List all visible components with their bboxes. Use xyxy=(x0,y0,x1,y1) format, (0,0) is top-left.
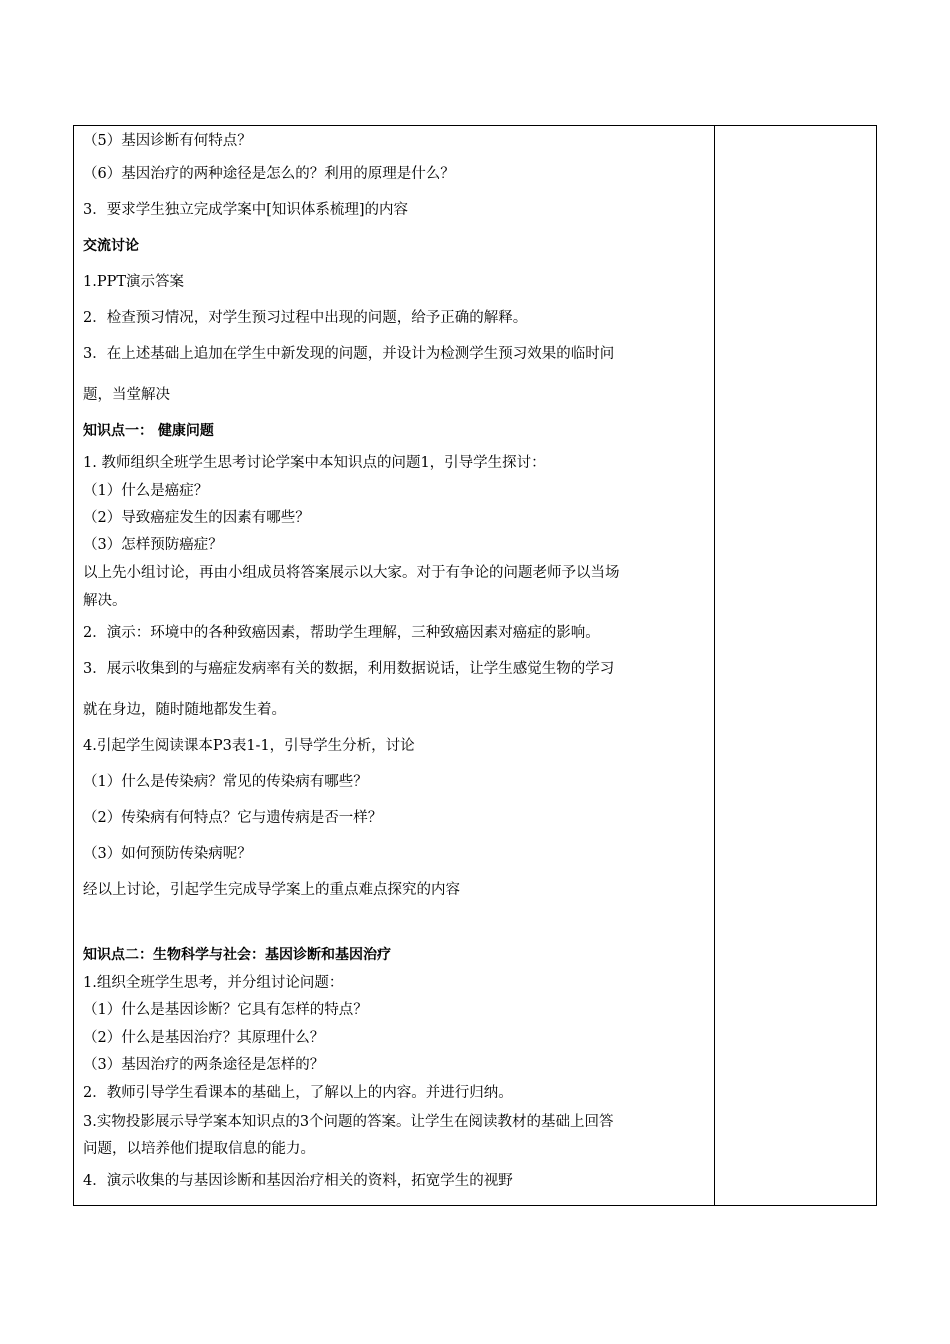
text-line: 3.实物投影展示导学案本知识点的3个问题的答案。让学生在阅读教材的基础上回答 xyxy=(83,1114,614,1130)
text-line: 以上先小组讨论，再由小组成员将答案展示以大家。对于有争论的问题老师予以当场 xyxy=(83,565,620,581)
text-line: 1.组织全班学生思考，并分组讨论问题： xyxy=(83,975,344,991)
text-line: （3）如何预防传染病呢？ xyxy=(83,846,252,862)
section-heading: 知识点二：生物科学与社会：基因诊断和基因治疗 xyxy=(83,947,391,963)
text-line: （1）什么是基因诊断？它具有怎样的特点？ xyxy=(83,1002,368,1018)
text-line: （5）基因诊断有何特点？ xyxy=(83,133,252,149)
lesson-table xyxy=(73,125,877,1206)
text-line: （1）什么是癌症？ xyxy=(83,483,209,499)
text-line: （2）什么是基因治疗？其原理什么？ xyxy=(83,1030,325,1046)
text-line: 1. 教师组织全班学生思考讨论学案中本知识点的问题1，引导学生探讨： xyxy=(83,455,546,471)
text-line: 4.引起学生阅读课本P3表1-1，引导学生分析，讨论 xyxy=(83,738,415,754)
section-heading: 交流讨论 xyxy=(83,238,139,254)
text-line: 就在身边，随时随地都发生着。 xyxy=(83,702,286,718)
text-line: 4．演示收集的与基因诊断和基因治疗相关的资料，拓宽学生的视野 xyxy=(83,1173,513,1189)
text-line: 题，当堂解决 xyxy=(83,387,170,403)
text-line: （2）导致癌症发生的因素有哪些？ xyxy=(83,510,310,526)
text-line: 3．在上述基础上追加在学生中新发现的问题，并设计为检测学生预习效果的临时问 xyxy=(83,346,615,362)
text-line: 经以上讨论，引起学生完成导学案上的重点难点探究的内容 xyxy=(83,882,460,898)
section-heading: 知识点一： 健康问题 xyxy=(83,423,214,439)
text-line: （2）传染病有何特点？它与遗传病是否一样？ xyxy=(83,810,383,826)
text-line: 解决。 xyxy=(83,593,127,609)
text-line: （3）怎样预防癌症？ xyxy=(83,537,223,553)
text-line: 1.PPT演示答案 xyxy=(83,274,185,290)
text-line: 3．要求学生独立完成学案中[知识体系梳理]的内容 xyxy=(83,202,409,218)
text-line: （6）基因治疗的两种途径是怎么的？利用的原理是什么？ xyxy=(83,166,455,182)
text-line: 2．演示：环境中的各种致癌因素，帮助学生理解，三种致癌因素对癌症的影响。 xyxy=(83,625,600,641)
text-line: 问题，以培养他们提取信息的能力。 xyxy=(83,1141,315,1157)
text-line: 3．展示收集到的与癌症发病率有关的数据，利用数据说话，让学生感觉生物的学习 xyxy=(83,661,615,677)
text-line: （3）基因治疗的两条途径是怎样的？ xyxy=(83,1057,325,1073)
text-line: 2．教师引导学生看课本的基础上，了解以上的内容。并进行归纳。 xyxy=(83,1085,513,1101)
text-line: 2．检查预习情况，对学生预习过程中出现的问题，给予正确的解释。 xyxy=(83,310,528,326)
notes-column xyxy=(715,126,876,1205)
text-line: （1）什么是传染病？常见的传染病有哪些？ xyxy=(83,774,368,790)
